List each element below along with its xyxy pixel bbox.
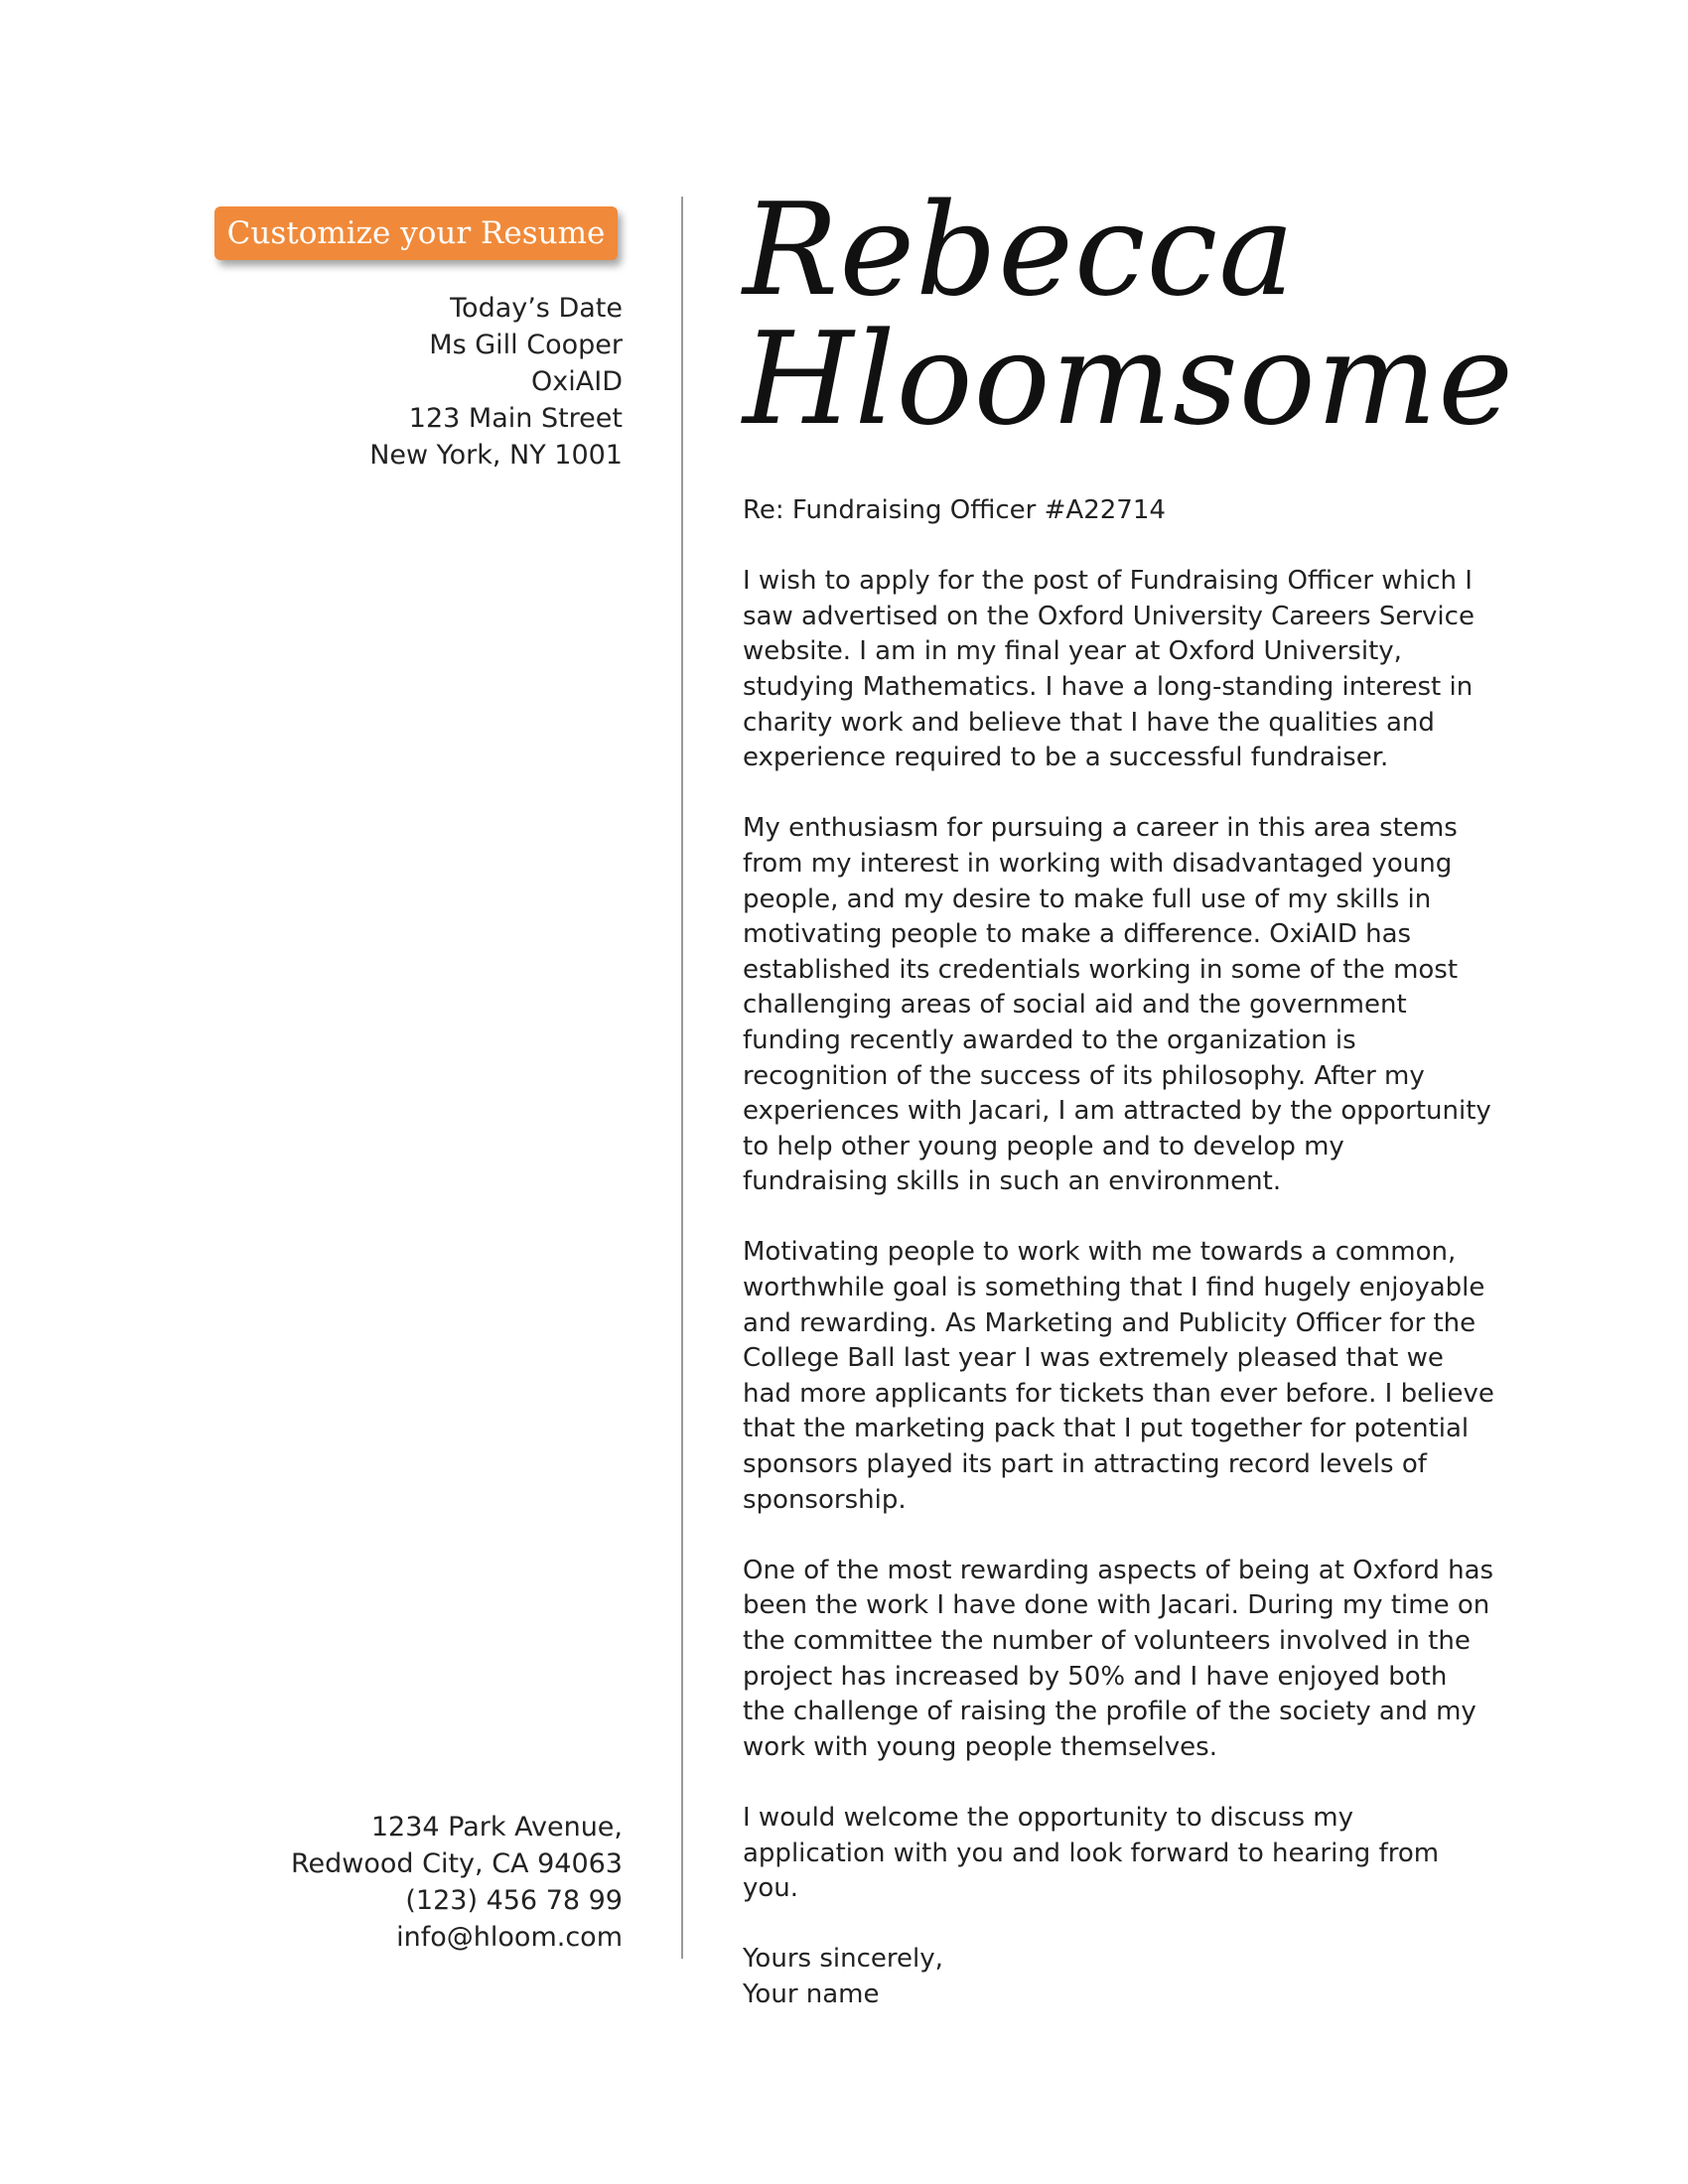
applicant-name bbox=[743, 177, 1514, 454]
recipient-street: 123 Main Street bbox=[408, 403, 623, 434]
letter-body bbox=[743, 493, 1497, 2048]
vertical-divider bbox=[681, 197, 683, 1959]
letter-date: Today’s Date bbox=[450, 293, 623, 324]
sender-city: Redwood City, CA 94063 bbox=[290, 1848, 623, 1879]
letter-subject: Re: Fundraising Officer #A22714 bbox=[743, 495, 1166, 525]
sender-street: 1234 Park Avenue, bbox=[370, 1812, 623, 1843]
recipient-address-block bbox=[369, 290, 623, 474]
recipient-name: Ms Gill Cooper bbox=[429, 330, 623, 360]
letter-paragraph: I would welcome the opportunity to discuss my application with you and look forward to hearing from you. bbox=[743, 1802, 1440, 1904]
sender-email[interactable]: info@hloom.com bbox=[396, 1922, 623, 1953]
applicant-last-name: Hloomsome bbox=[743, 306, 1514, 454]
sender-phone: (123) 456 78 99 bbox=[405, 1885, 623, 1916]
sender-contact-block bbox=[291, 1809, 623, 1956]
letter-paragraph: One of the most rewarding aspects of being at Oxford has been the work I have done with Jacari. During my time on the committee the number of volunteers involved in the project has increased by 50% and I have enjoyed both the challenge of raising the profile of the society and my work with young people themselves. bbox=[743, 1555, 1494, 1762]
customize-resume-button[interactable]: Customize your Resume bbox=[214, 206, 618, 260]
letter-paragraph: My enthusiasm for pursuing a career in this area stems from my interest in working with disadvantaged young people, and my desire to make full use of my skills in motivating people to make a difference. OxiAID has established its credentials working in some of the most challenging areas of social aid and the government funding recently awarded to the organization is recognition of the success of its philosophy. After my experiences with Jacari, I am attracted by the opportunity to help other young people and to develop my fundraising skills in such an environment. bbox=[743, 813, 1491, 1197]
letter-signature: Your name bbox=[743, 1979, 880, 2009]
recipient-city: New York, NY 1001 bbox=[369, 440, 623, 471]
letter-closing: Yours sincerely, bbox=[743, 1944, 943, 1975]
applicant-first-name: Rebecca bbox=[743, 177, 1296, 325]
recipient-organization: OxiAID bbox=[531, 366, 623, 397]
letter-paragraph: Motivating people to work with me towards a common, worthwhile goal is something that I find hugely enjoyable and rewarding. As Marketing and Publicity Officer for the College Ball last year I was extremely pleased that we had more applicants for tickets than ever before. I believe that the marketing pack that I put together for potential sponsors played its part in attracting record levels of sponsorship. bbox=[743, 1237, 1494, 1515]
letter-signoff bbox=[743, 1942, 1497, 2012]
letter-paragraph: I wish to apply for the post of Fundraising Officer which I saw advertised on the Oxford University Careers Service website. I am in my final year at Oxford University, studying Mathematics. I have a long-standing interest in charity work and believe that I have the qualities and experience required to be a successful fundraiser. bbox=[743, 566, 1475, 773]
